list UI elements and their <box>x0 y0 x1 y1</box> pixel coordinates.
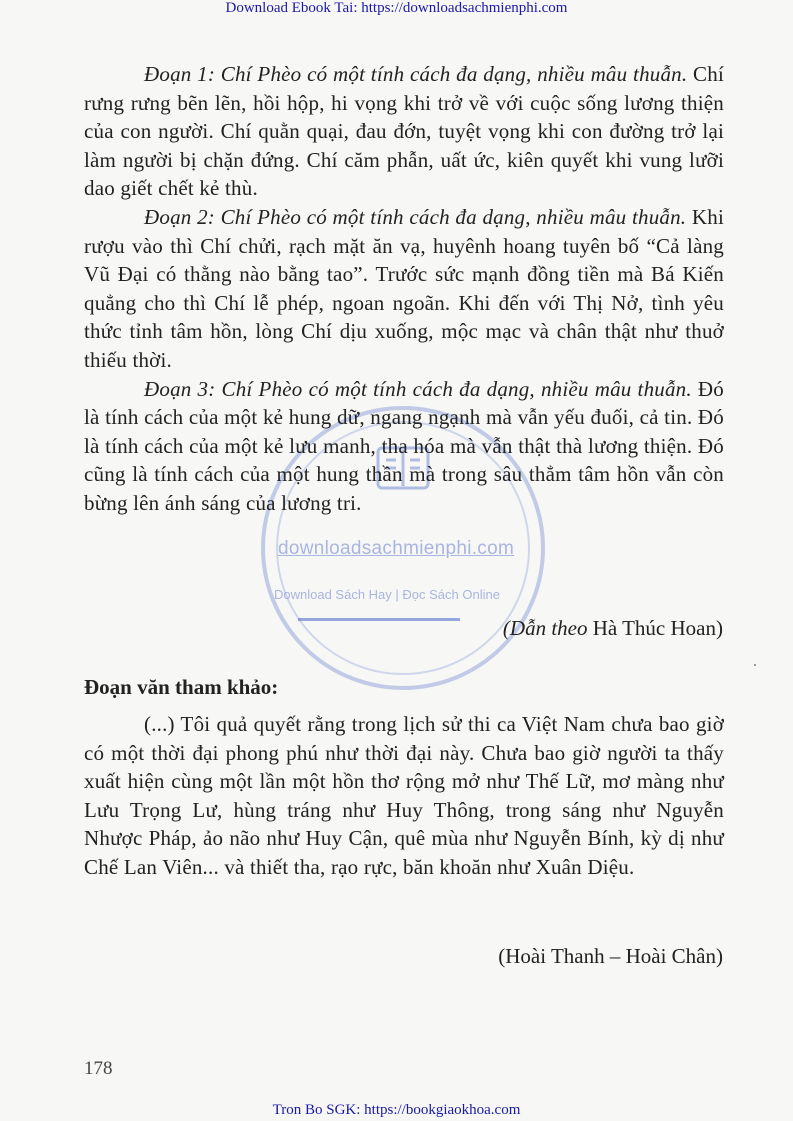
paragraph-doan-2 <box>84 203 724 375</box>
attribution-prefix: (Dẫn theo <box>502 616 588 640</box>
paragraph-body: Chí rưng rưng bẽn lẽn, hồi hộp, hi vọng khi trở về với cuộc sống lương thiện của con người. Chí quằn quại, đau đớn, tuyệt vọng khi con đường trở lại làm người bị chặn đứng. Chí căm phẫn, uất ức, kiên quyết khi vung lưỡi dao giết chết kẻ thù. <box>84 62 724 201</box>
section-chi-pheo <box>84 60 724 518</box>
attribution-hoai-thanh: (Hoài Thanh – Hoài Chân) <box>498 944 723 968</box>
watermark-tagline: Download Sách Hay | Đọc Sách Online <box>274 587 500 602</box>
paragraph-reference: (...) Tôi quả quyết rằng trong lịch sử thi ca Việt Nam chưa bao giờ có một thời đại phong phú như thời đại này. Chưa bao giờ người ta thấy xuất hiện cùng một lần một hồn thơ rộng mở như Thế Lữ, mơ màng như Lưu Trọng Lư, hùng tráng như Huy Thông, trong sáng như Nguyễn Nhược Pháp, ảo não như Huy Cận, quê mùa như Nguyễn Bính, kỳ dị như Chế Lan Viên... và thiết tha, rạo rực, băn khoăn như Xuân Diệu. <box>84 712 724 879</box>
section-heading: Đoạn văn tham khảo: <box>84 675 279 699</box>
section-reference <box>84 710 724 882</box>
attribution-author: Hà Thúc Hoan) <box>587 616 723 640</box>
page-number: 178 <box>84 1058 113 1079</box>
watermark-site-text: downloadsachmienphi.com <box>278 538 515 559</box>
paragraph-body: Đó là tính cách của một kẻ hung dữ, ngang ngạnh mà vẫn yếu đuối, cả tin. Đó là tính cách của một kẻ lưu manh, tha hóa mà vẫn thật thà lương thiện. Đó cũng là tính cách của một hung thần mà trong sâu thẳm tâm hồn vẫn còn bừng lên ánh sáng của lương tri. <box>84 376 724 515</box>
bottom-sgk-banner[interactable]: Tron Bo SGK: https://bookgiaokhoa.com <box>272 1102 521 1118</box>
paragraph-body: Khi rượu vào thì Chí chửi, rạch mặt ăn vạ, huyênh hoang tuyên bố “Cả làng Vũ Đại có thằng nào bằng tao”. Trước sức mạnh đồng tiền mà Bá Kiến quẳng cho thì Chí lễ phép, ngoan ngoãn. Khi đến với Thị Nở, tình yêu thức tỉnh tâm hồn, lòng Chí dịu xuống, mộc mạc và chân thật như thuở thiếu thời. <box>84 204 724 372</box>
paragraph-lead: Đoạn 3: Chí Phèo có một tính cách đa dạng, nhiều mâu thuẫn. <box>144 376 692 401</box>
paragraph-doan-3 <box>84 375 724 518</box>
watermark-bar <box>298 618 460 621</box>
paragraph-doan-1 <box>84 60 724 203</box>
attribution-ha-thuc-hoan <box>503 616 723 641</box>
top-download-banner[interactable]: Download Ebook Tai: https://downloadsachmienphi.com <box>225 0 568 16</box>
paragraph-lead: Đoạn 1: Chí Phèo có một tính cách đa dạng, nhiều mâu thuẫn. <box>144 62 688 86</box>
paragraph-lead: Đoạn 2: Chí Phèo có một tính cách đa dạng, nhiều mâu thuẫn. <box>144 204 687 229</box>
margin-mark <box>754 664 756 666</box>
